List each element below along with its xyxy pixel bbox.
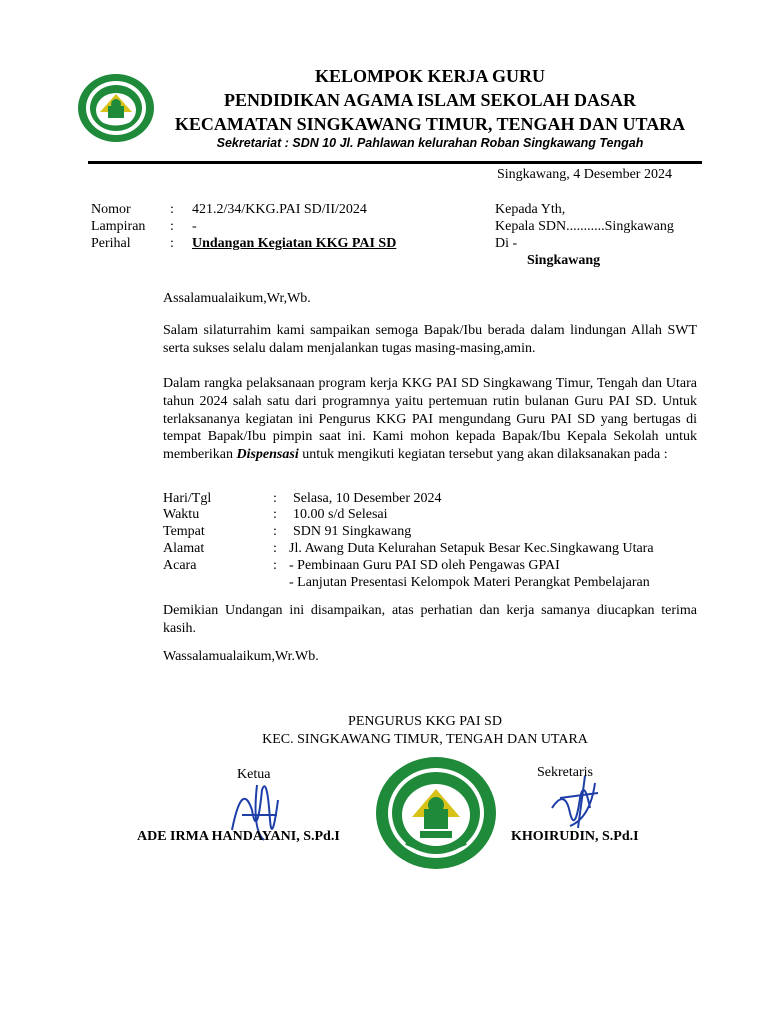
greeting: Assalamualaikum,Wr,Wb. [163,291,311,306]
ketua-title: Ketua [237,767,271,782]
waktu-colon: : [273,507,277,522]
alamat-label: Alamat [163,541,205,556]
lampiran-label: Lampiran [91,219,146,234]
seal-stamp [374,755,498,871]
acara-label: Acara [163,558,197,573]
header-logo [76,72,156,144]
paragraph-2-text-b: untuk mengikuti kegiatan tersebut yang akan dilaksanakan pada : [298,447,668,463]
dispensasi-emphasis: Dispensasi [236,447,299,463]
waktu-value: 10.00 s/d Selesai [293,507,388,522]
org-line-1: PENGURUS KKG PAI SD [348,714,502,729]
recipient-line-4: Singkawang [527,253,601,268]
lampiran-value: - [192,219,197,234]
ketua-name: ADE IRMA HANDAYANI, S.Pd.I [137,829,340,844]
perihal-value: Undangan Kegiatan KKG PAI SD [192,236,397,251]
closing-paragraph: Demikian Undangan ini disampaikan, atas perhatian dan kerja samanya diucapkan terima kasih. [163,603,697,636]
lampiran-colon: : [170,219,174,234]
perihal-label: Perihal [91,236,131,251]
alamat-value: Jl. Awang Duta Kelurahan Setapuk Besar Kec.Singkawang Utara [289,541,654,556]
waktu-label: Waktu [163,507,200,522]
hari-value: Selasa, 10 Desember 2024 [293,491,442,506]
hari-label: Hari/Tgl [163,491,212,506]
sekretaris-name: KHOIRUDIN, S.Pd.I [511,829,639,844]
tempat-value: SDN 91 Singkawang [293,524,412,539]
acara-value-1: - Pembinaan Guru PAI SD oleh Pengawas GPAI [289,558,560,573]
org-line-2: KEC. SINGKAWANG TIMUR, TENGAH DAN UTARA [262,732,588,747]
paragraph-2-text-a: Dalam rangka pelaksanaan program kerja KKG PAI SD Singkawang Timur, Tengah dan Utara tahun 2024 salah satu dari programnya yaitu pertemuan rutin bulanan Guru PAI SD. Untuk terlaksananya kegiatan ini Pengurus KKG PAI mengundang Guru PAI SD yang bertugas di tempat Bapak/Ibu pimpin saat ini. Kami mohon kepada Bapak/Ibu Kepala Sekolah untuk memberikan [163,376,697,463]
tempat-label: Tempat [163,524,205,539]
header-line-2: PENDIDIKAN AGAMA ISLAM SEKOLAH DASAR [223,90,637,110]
header-divider [88,161,702,164]
alamat-colon: : [273,541,277,556]
recipient-line-2: Kepala SDN...........Singkawang [495,219,674,234]
letter-date: Singkawang, 4 Desember 2024 [497,167,672,182]
hari-colon: : [273,491,277,506]
recipient-line-1: Kepada Yth, [495,202,566,217]
nomor-colon: : [170,202,174,217]
paragraph-1: Salam silaturrahim kami sampaikan semoga Bapak/Ibu berada dalam lindungan Allah SWT serta sukses selalu dalam menjalankan tugas masing-masing,amin. [163,323,697,356]
nomor-value: 421.2/34/KKG.PAI SD/II/2024 [192,202,367,217]
paragraph-2 [163,375,697,464]
acara-value-2: - Lanjutan Presentasi Kelompok Materi Perangkat Pembelajaran [289,575,650,590]
secretariat-address: Sekretariat : SDN 10 Jl. Pahlawan kelurahan Roban Singkawang Tengah [216,136,644,150]
farewell: Wassalamualaikum,Wr.Wb. [163,649,319,664]
nomor-label: Nomor [91,202,131,217]
perihal-colon: : [170,236,174,251]
acara-colon: : [273,558,277,573]
header-line-1: KELOMPOK KERJA GURU [314,66,545,86]
recipient-line-3: Di - [495,236,518,251]
sekretaris-title: Sekretaris [537,765,593,780]
tempat-colon: : [273,524,277,539]
header-line-3: KECAMATAN SINGKAWANG TIMUR, TENGAH DAN UTARA [174,114,686,134]
